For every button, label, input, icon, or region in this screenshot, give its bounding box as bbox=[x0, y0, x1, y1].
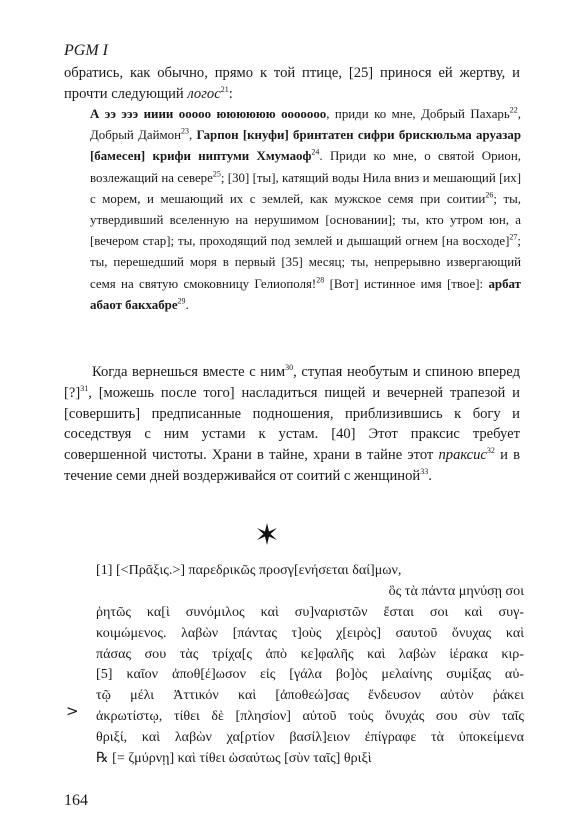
praxis-term: праксис bbox=[438, 447, 487, 464]
diple-margin-mark: > bbox=[66, 702, 79, 720]
greek-line: κοιμώμενος. λαβὼν [πάντας τ]οὺς χ[ειρὸς] σαυτοῦ ὄνυχας καὶ bbox=[96, 624, 524, 641]
text: , Добрый Даймон bbox=[90, 107, 521, 143]
logos-term: логос bbox=[187, 85, 221, 102]
text: . bbox=[185, 297, 189, 312]
footnote-ref: 21 bbox=[220, 84, 229, 94]
intro-paragraph bbox=[64, 63, 520, 105]
text: . Приди ко мне, о святой Орион, возлежащий на севере bbox=[90, 149, 521, 185]
text: , приди ко мне, Добрый Пахарь bbox=[326, 107, 510, 121]
greek-line: θριξί, καὶ λαβὼν χα[ρτίον βασίλ]ειον ἐπίγραφε τὰ ὑποκείμενα bbox=[96, 729, 524, 746]
text: ; ты, перешедший моря в первый [35] месяц; ты, непрерывно извергающий семя на святую смоковницу Гелиополя! bbox=[90, 234, 521, 291]
text: обратись, как обычно, прямо к той птице, [25] принося ей жертву, и прочти следующий bbox=[64, 65, 520, 102]
footnote-ref: 27 bbox=[509, 232, 518, 242]
footnote-ref: 31 bbox=[80, 383, 89, 393]
greek-line: [5] καῖον ἀποθ[έ]ωσον εἰς [γάλα βο]ὸς μελαίνης συμίξας αὐ- bbox=[96, 666, 524, 683]
invocation-quote bbox=[90, 104, 521, 316]
footnote-ref: 23 bbox=[181, 126, 190, 136]
instruction-paragraph bbox=[64, 362, 520, 487]
true-name: арбат абаот бакхабре bbox=[90, 276, 521, 312]
text: . bbox=[428, 467, 432, 484]
section-star-icon bbox=[256, 523, 278, 545]
text: , bbox=[189, 128, 197, 143]
footnote-ref: 22 bbox=[509, 105, 518, 115]
footnote-ref: 30 bbox=[285, 363, 294, 373]
greek-line: [1] [<Πρᾶξις.>] παρεδρικῶς προσγ[ενήσεται δαί]μων, bbox=[96, 562, 402, 578]
text: ; [30] [ты], катящий воды Нила вниз и мешающий [их] с морем, и мешающий их с землей, как мужское семя при соитии bbox=[90, 170, 522, 206]
page-number: 164 bbox=[64, 792, 88, 809]
greek-line: ℞ [= ζμύρνῃ] καὶ τίθει ὡσαύτως [σὺν ταῖς] θριξὶ bbox=[96, 750, 372, 767]
footnote-ref: 33 bbox=[420, 467, 429, 477]
greek-text bbox=[96, 560, 524, 769]
greek-line: ὃς τὰ πάντα μηνύσῃ σοι bbox=[388, 582, 524, 599]
footnote-ref: 26 bbox=[485, 190, 494, 200]
running-header: PGM I bbox=[64, 42, 108, 59]
footnote-ref: 24 bbox=[311, 148, 320, 158]
text: , [можешь после того] насладиться пищей и вечерней трапезой и [совершить] предписанные подношения, приблизившись к богу и соседствуя с ним устами к устам. [40] Этот праксис требует совершенной чистоты. Храни в тайне, храни в тайне этот bbox=[64, 384, 520, 464]
text: Когда вернешься вместе с ним bbox=[92, 364, 286, 380]
footnote-ref: 29 bbox=[177, 296, 186, 306]
text: ; ты, утвердивший вселенную на нерушимом [основании]; ты, кто утром юн, а [вечером стар]; ты, проходящий под землей и дышащий огнем [на восходе] bbox=[90, 191, 521, 249]
footnote-ref: 28 bbox=[316, 275, 325, 285]
text: [Вот] истинное имя [твое]: bbox=[324, 276, 489, 291]
greek-line: τῷ μέλι Ἀττικόν καὶ [ἀποθεώ]σας ἔνδευσον αὐτὸν ῥάκει bbox=[96, 687, 524, 704]
greek-line: πάσας σου τὰς τρίχα[ς ἀπὸ κε]φαλῆς καὶ λαβὼν ἱέρακα κιρ- bbox=[96, 645, 524, 662]
text: и в течение семи дней воздерживайся от соитий с женщиной bbox=[64, 447, 520, 484]
magic-words: Гарпон [кнуфи] бринтатен сифри брискюльма аруазар [бамесен] крифи ниптуми Хмумаоф bbox=[90, 128, 521, 164]
text: , ступая необутым и спиною вперед [?] bbox=[64, 364, 521, 401]
greek-line: ἀκρωτίστῳ, τίθει δὲ [πλησίον] αὐτοῦ τοὺς ὄνυχάς σου σὺν ταῖς bbox=[96, 708, 524, 725]
greek-line: ῥητῶς κα[ὶ συνόμιλος καὶ συ]ναριστῶν ἔσται σοι καὶ συγ- bbox=[96, 603, 524, 620]
footnote-ref: 32 bbox=[486, 446, 495, 456]
footnote-ref: 25 bbox=[212, 169, 221, 179]
text: : bbox=[228, 85, 233, 102]
magic-words: А ээ эээ ииии ооооо юююююю ооооооо bbox=[90, 107, 327, 121]
